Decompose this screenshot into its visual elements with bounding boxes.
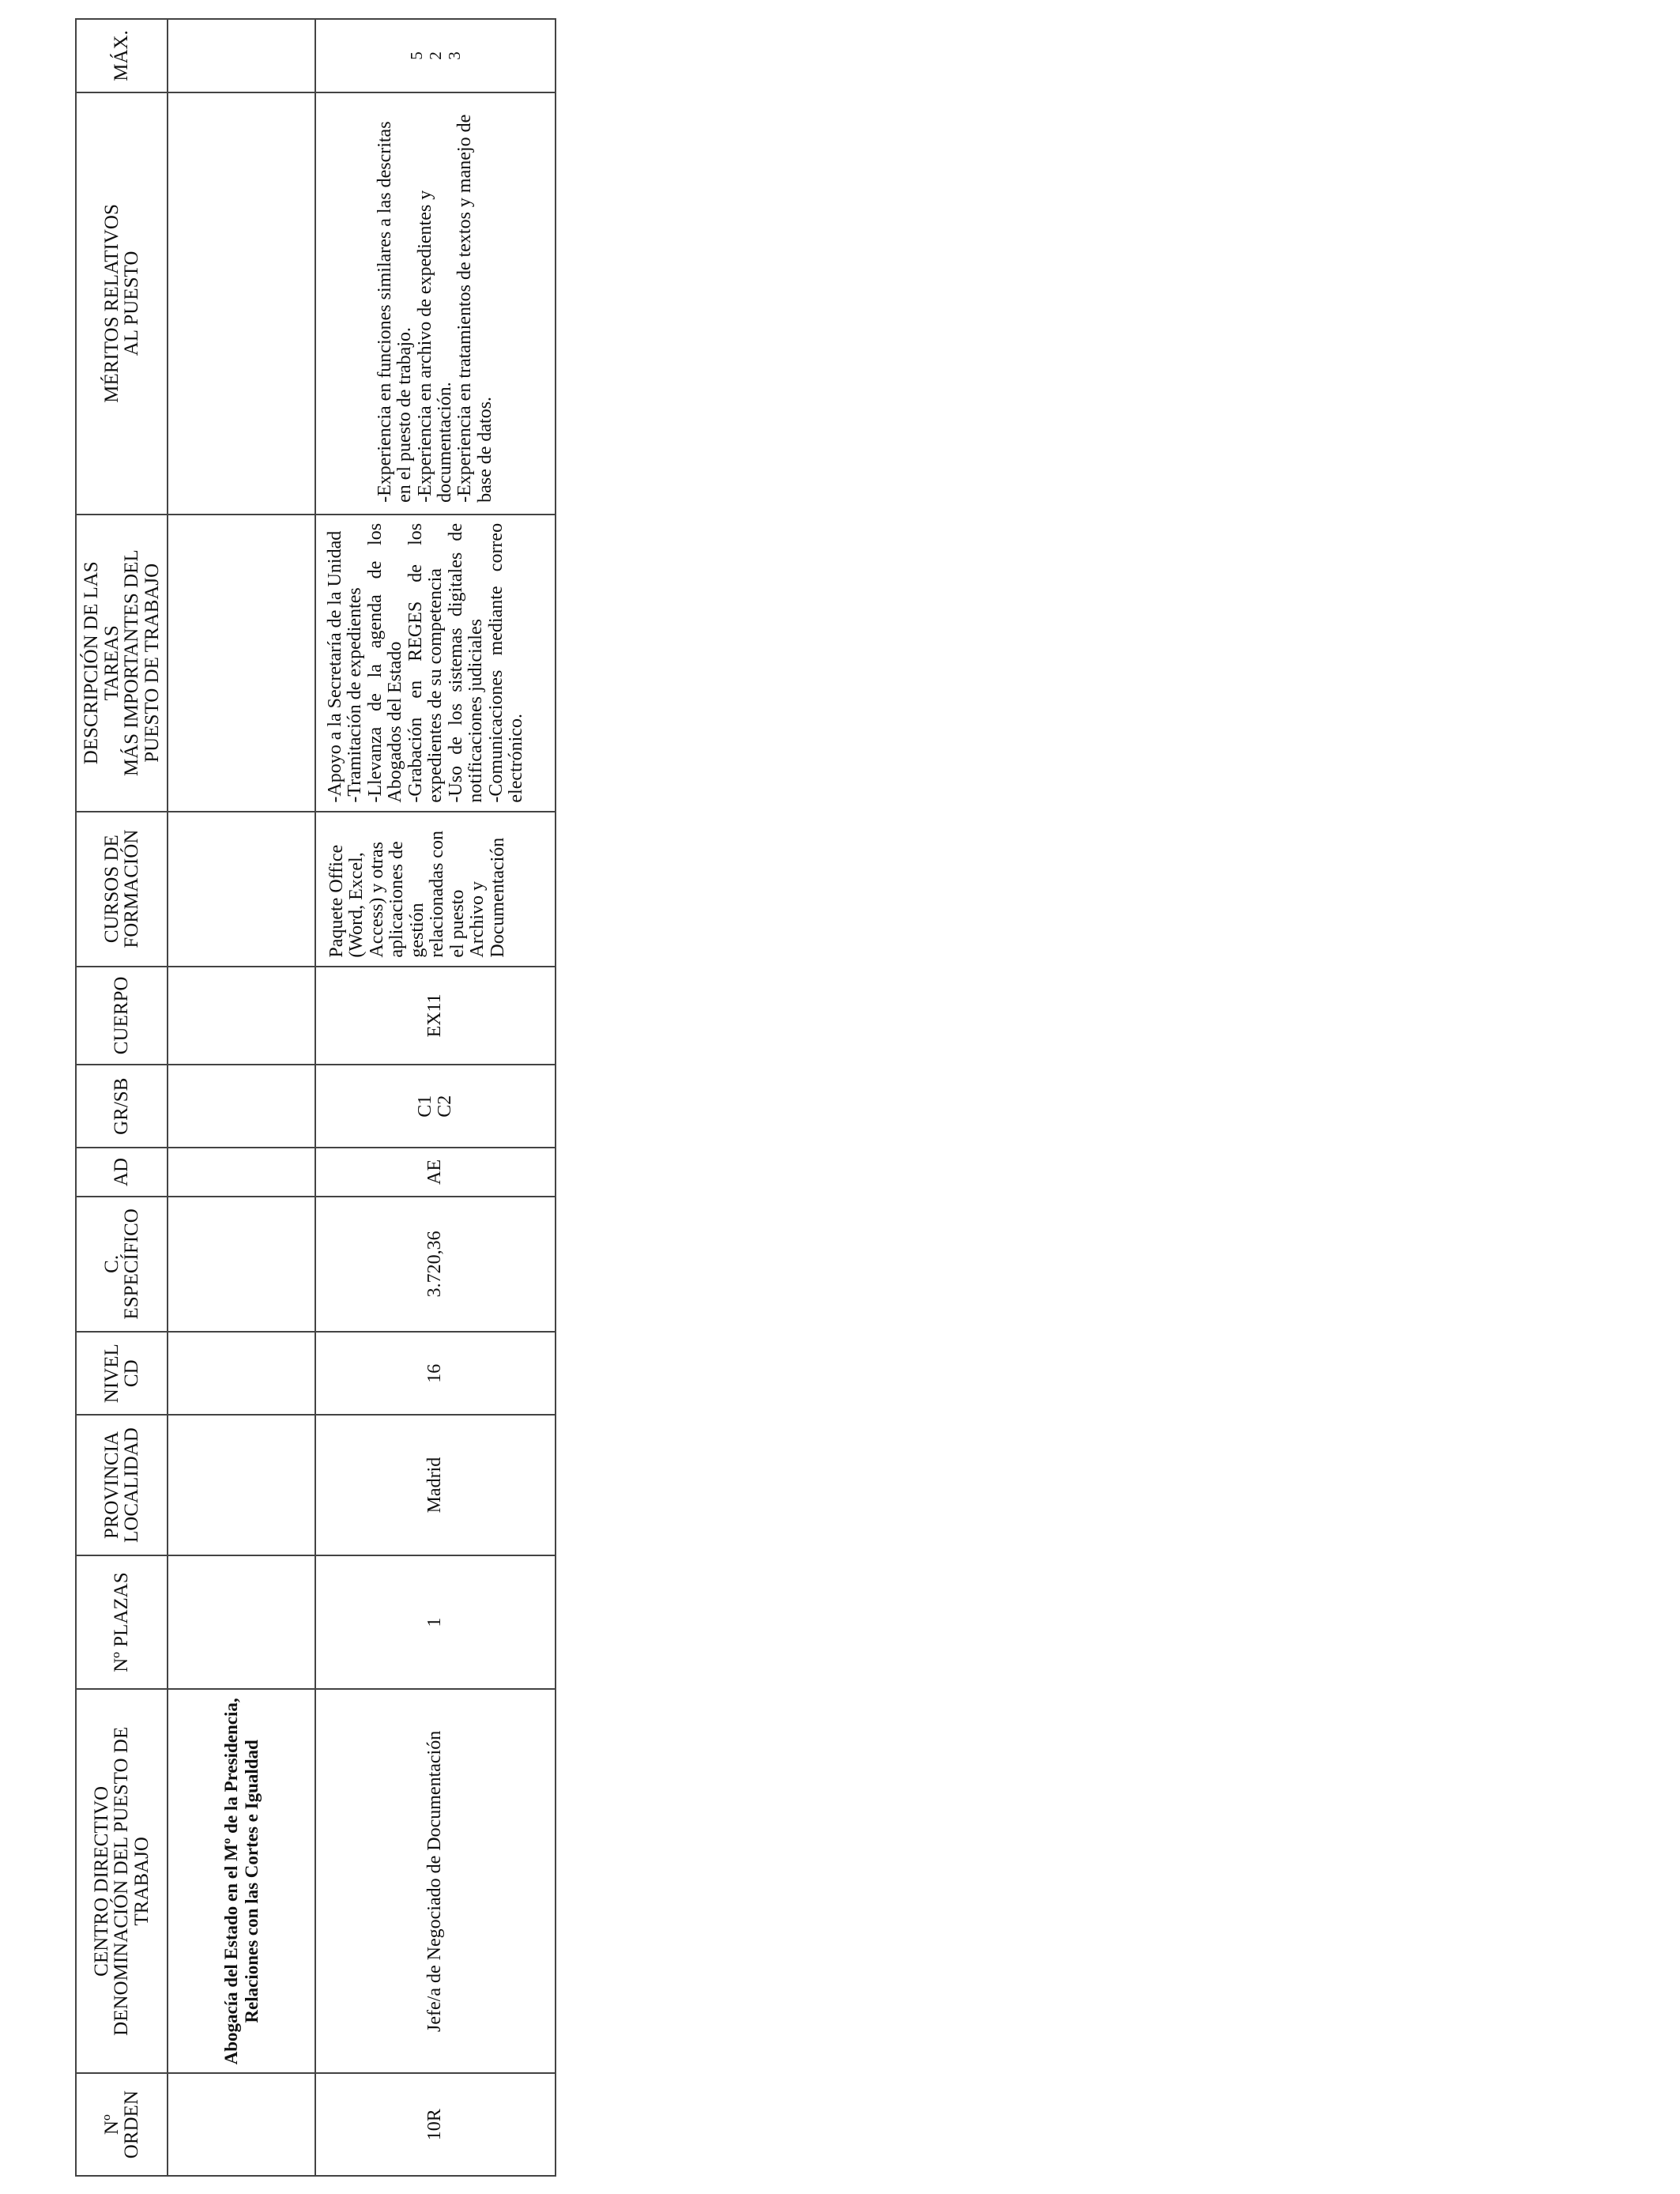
header-nivel-line-2: CD: [121, 1359, 142, 1388]
header-cuerpo: CUERPO: [76, 967, 168, 1065]
cursos-line: relacionadas con: [427, 831, 448, 958]
header-meritos: [76, 92, 168, 515]
cursos-line: Paquete Office: [326, 844, 347, 958]
grsb-value-1: C1: [414, 1095, 435, 1118]
rotated-content: [75, 18, 525, 2177]
denominacion-cell: Jefe/a de Negociado de Documentación: [315, 1689, 556, 2073]
empty-cell: [168, 1332, 315, 1415]
nivel-cell: 16: [315, 1332, 556, 1415]
header-especifico-line-1: C.: [100, 1254, 122, 1273]
header-provincia-line-2: LOCALIDAD: [121, 1427, 142, 1543]
header-cursos-line-1: CURSOS DE: [100, 835, 122, 944]
centro-directivo-row: [168, 19, 315, 2176]
header-max: MÁX.: [76, 19, 168, 92]
ad-cell: AE: [315, 1148, 556, 1196]
header-centro-line-3: TRABAJO: [130, 1837, 153, 1926]
header-centro: [76, 1689, 168, 2073]
max-value: 2: [425, 51, 445, 60]
header-provincia-line-1: PROVINCIA: [100, 1431, 122, 1540]
cursos-line: Access) y otras: [366, 842, 387, 958]
header-descripcion: [76, 515, 168, 812]
max-value: 5: [406, 51, 426, 60]
header-provincia: [76, 1415, 168, 1555]
cursos-line: el puesto: [446, 889, 468, 958]
cursos-line: (Word, Excel,: [346, 852, 367, 958]
header-nivel-line-1: NIVEL: [100, 1344, 122, 1404]
empty-cell: [168, 1065, 315, 1148]
empty-cell: [168, 967, 315, 1065]
header-descripcion-line-3: PUESTO DE TRABAJO: [141, 563, 163, 763]
header-orden-line-2: ORDEN: [121, 2090, 142, 2159]
descripcion-item: -Comunicaciones mediante correo electrónico.: [485, 522, 526, 803]
header-nivel: [76, 1332, 168, 1415]
header-especifico: [76, 1197, 168, 1333]
header-descripcion-line-1: DESCRIPCIÓN DE LAS TAREAS: [81, 561, 122, 765]
max-cell: [315, 19, 556, 92]
header-especifico-line-2: ESPECÍFICO: [121, 1208, 142, 1320]
cursos-cell: [315, 812, 556, 967]
orden-cell: 10R: [315, 2073, 556, 2176]
meritos-cell: [315, 92, 556, 515]
localidad-cell: Madrid: [315, 1415, 556, 1555]
empty-cell: [168, 92, 315, 515]
cursos-line: aplicaciones de: [386, 841, 408, 958]
grsb-cell: [315, 1065, 556, 1148]
descripcion-item: -Tramitación de expedientes: [345, 587, 366, 803]
header-grsb: GR/SB: [76, 1065, 168, 1148]
header-orden: [76, 2073, 168, 2176]
meritos-item: -Experiencia en archivo de expedientes y documentación.: [414, 190, 455, 503]
plazas-cell: 1: [315, 1555, 556, 1689]
max-value: 3: [445, 51, 465, 60]
empty-cell: [168, 19, 315, 92]
descripcion-item: -Grabación en REGES de los expedientes de su competencia: [405, 522, 446, 803]
cursos-line: gestión: [406, 903, 428, 958]
empty-cell: [168, 1148, 315, 1196]
table-row: [315, 19, 556, 2176]
header-cursos: [76, 812, 168, 967]
cuerpo-cell: EX11: [315, 967, 556, 1065]
centro-directivo-name: Abogacía del Estado en el Mº de la Presidencia, Relaciones con las Cortes e Igualdad: [168, 1689, 315, 2073]
empty-cell: [168, 1415, 315, 1555]
empty-cell: [168, 515, 315, 812]
puestos-table: [75, 18, 556, 2177]
header-orden-line-1: Nº: [100, 2114, 122, 2136]
rotated-page: [75, 18, 525, 2177]
cursos-line: Documentación: [487, 837, 508, 958]
header-centro-line-1: CENTRO DIRECTIVO: [90, 1785, 112, 1977]
descripcion-cell: [315, 515, 556, 812]
header-cursos-line-2: FORMACIÓN: [121, 829, 142, 948]
meritos-item: -Experiencia en tratamientos de textos y manejo de base de datos.: [454, 114, 495, 503]
descripcion-item: -Uso de los sistemas digitales de notificaciones judiciales: [445, 522, 487, 803]
header-centro-line-2: DENOMINACIÓN DEL PUESTO DE: [111, 1726, 133, 2036]
header-meritos-line-1: MÉRITOS RELATIVOS: [100, 204, 122, 403]
header-descripcion-line-2: MÁS IMPORTANTES DEL: [121, 549, 142, 777]
meritos-item: -Experiencia en funciones similares a las descritas en el puesto de trabajo.: [374, 121, 416, 503]
empty-cell: [168, 1555, 315, 1689]
descripcion-item: -Llevanza de la agenda de los Abogados del Estado: [364, 522, 406, 803]
header-plazas: Nº PLAZAS: [76, 1555, 168, 1689]
header-meritos-line-2: AL PUESTO: [121, 251, 142, 356]
empty-cell: [168, 1197, 315, 1333]
especifico-cell: 3.720,36: [315, 1197, 556, 1333]
empty-cell: [168, 812, 315, 967]
cursos-line: Archivo y: [467, 880, 488, 958]
empty-cell: [168, 2073, 315, 2176]
header-ad: AD: [76, 1148, 168, 1196]
descripcion-item: -Apoyo a la Secretaría de la Unidad: [325, 530, 345, 803]
grsb-value-2: C2: [435, 1095, 455, 1118]
header-row: [76, 19, 168, 2176]
